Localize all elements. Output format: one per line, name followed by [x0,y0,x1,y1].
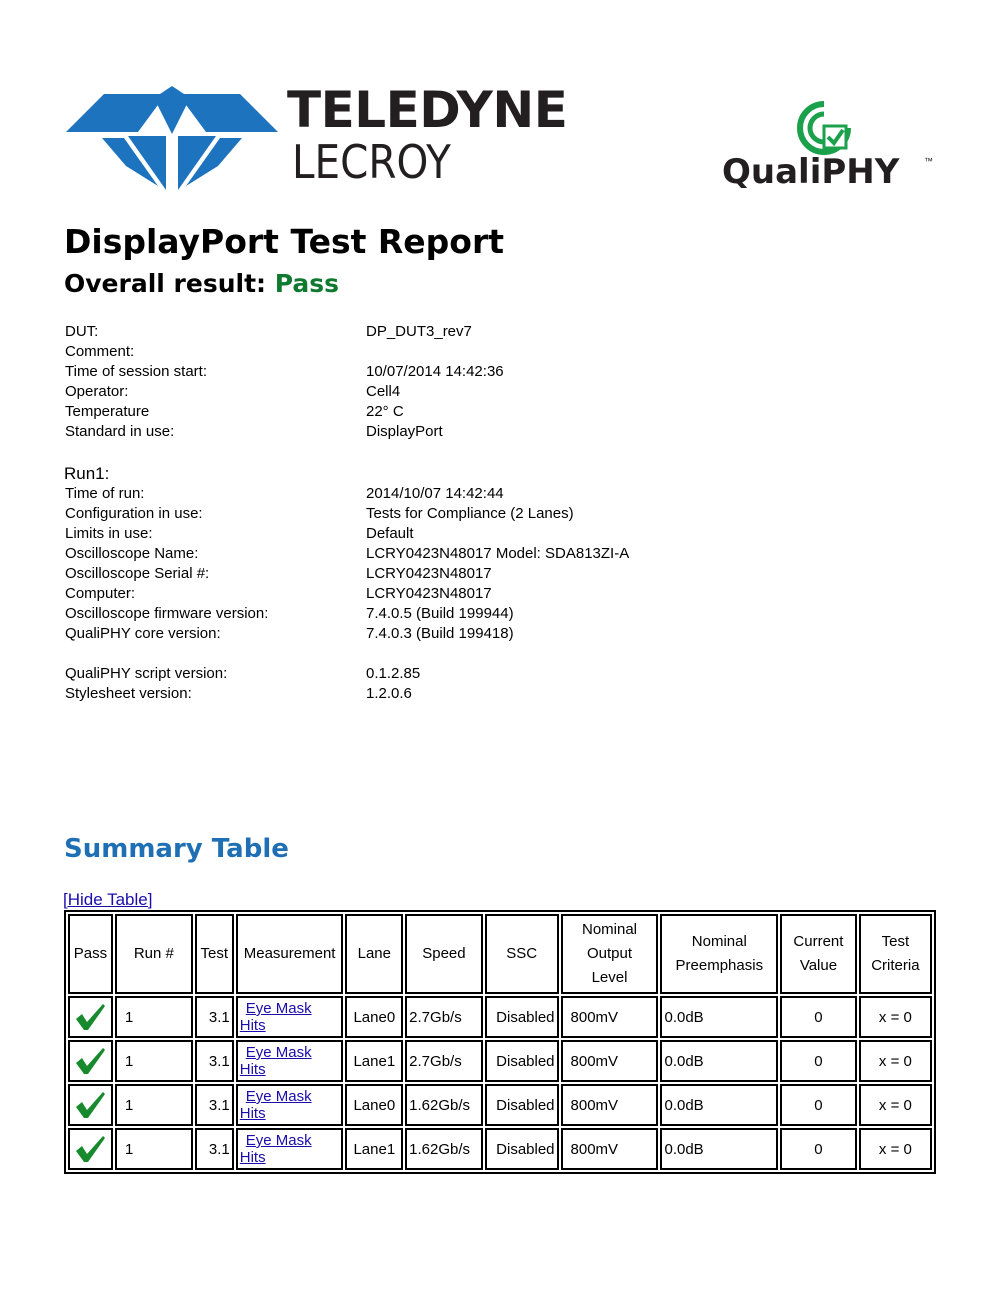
info-value: DisplayPort [366,423,443,440]
pass-cell [68,1084,113,1126]
info-label: Computer: [65,585,136,602]
lane-cell: Lane0 [345,996,403,1038]
summary-table [64,910,936,1174]
measurement-link[interactable] [240,1088,340,1122]
criteria-cell: x = 0 [859,1040,932,1082]
measurement-cell [236,1084,344,1126]
info-value: Tests for Compliance (2 Lanes) [366,505,574,522]
info-row [65,342,504,362]
header-text: Output [586,945,633,962]
info-value: 0.1.2.85 [366,665,421,682]
ssc-cell: Disabled [485,1084,559,1126]
measurement-link-text: Hits [239,1017,266,1034]
measurement-link[interactable] [240,1044,340,1078]
header-text: Value [799,957,838,974]
lane-cell: Lane0 [345,1084,403,1126]
info-label: Standard in use: [65,423,175,440]
info-row [65,524,629,544]
table-row [68,1040,932,1082]
teledyne-wordmark: TELEDYNE [287,81,568,139]
run-title: Run1: [64,464,110,483]
info-row [65,584,629,604]
table-header-row [68,914,932,994]
measurement-link[interactable] [240,1000,340,1034]
run-cell: 1 [115,996,193,1038]
info-label: Temperature [65,403,150,420]
info-value: 7.4.0.3 (Build 199418) [366,625,514,642]
header-preemphasis [660,914,778,994]
overall-result [64,268,339,300]
info-value: 22° C [366,403,404,420]
test-cell: 3.1 [195,996,234,1038]
info-row [65,362,504,382]
info-label: Limits in use: [65,525,153,542]
info-label: Stylesheet version: [65,685,192,702]
checkmark-icon [74,1046,106,1076]
info-value: LCRY0423N48017 Model: SDA813ZI-A [366,545,630,562]
header-text: Test [881,933,910,950]
current-value-cell: 0 [780,1084,857,1126]
info-label: Oscilloscope Serial #: [65,565,210,582]
table-row [68,996,932,1038]
info-value: LCRY0423N48017 [366,565,492,582]
teledyne-logo-mark [66,86,278,190]
speed-cell: 2.7Gb/s [405,1040,483,1082]
speed-cell: 1.62Gb/s [405,1084,483,1126]
info-value: 10/07/2014 14:42:36 [366,363,504,380]
header-text: Criteria [871,957,920,974]
ssc-cell: Disabled [485,1128,559,1170]
criteria-cell: x = 0 [859,996,932,1038]
header-test-criteria [859,914,932,994]
test-cell: 3.1 [195,1040,234,1082]
measurement-link-text: Eye Mask [245,1044,312,1061]
header-text: Current [793,933,844,950]
header-current-value [780,914,857,994]
run-cell: 1 [115,1128,193,1170]
header-speed: Speed [405,914,483,994]
output-level-cell: 800mV [561,1128,659,1170]
measurement-link-text: Hits [239,1105,266,1122]
info-row [65,684,420,704]
info-label: Configuration in use: [65,505,203,522]
speed-cell: 2.7Gb/s [405,996,483,1038]
lane-cell: Lane1 [345,1128,403,1170]
header-pass: Pass [68,914,113,994]
current-value-cell: 0 [780,996,857,1038]
run-cell: 1 [115,1040,193,1082]
info-row [65,484,629,504]
header-lane: Lane [345,914,403,994]
measurement-cell [236,1040,344,1082]
measurement-link-text: Hits [239,1061,266,1078]
info-label: Operator: [65,383,129,400]
info-value: Default [366,525,414,542]
header-measurement: Measurement [236,914,344,994]
header-text: Nominal [581,921,638,938]
measurement-cell [236,996,344,1038]
speed-cell: 1.62Gb/s [405,1128,483,1170]
ssc-cell: Disabled [485,1040,559,1082]
run-cell: 1 [115,1084,193,1126]
current-value-cell: 0 [780,1040,857,1082]
pass-cell [68,996,113,1038]
test-cell: 3.1 [195,1128,234,1170]
header-text: Level [591,969,628,986]
preemphasis-cell: 0.0dB [660,1084,778,1126]
qualiphy-wordmark: QualiPHY [722,152,900,192]
version-info [65,664,420,704]
measurement-link-text: Eye Mask [245,1000,312,1017]
measurement-link-text: Hits [239,1149,266,1166]
current-value-cell: 0 [780,1128,857,1170]
info-label: QualiPHY script version: [65,665,228,682]
summary-title: Summary Table [64,834,289,864]
table-row [68,1084,932,1126]
info-value: 2014/10/07 14:42:44 [366,485,504,502]
info-row [65,504,629,524]
info-label: QualiPHY core version: [65,625,221,642]
output-level-cell: 800mV [561,996,659,1038]
header-ssc: SSC [485,914,559,994]
info-label: Time of session start: [65,363,207,380]
header-text: Preemphasis [675,957,764,974]
info-row [65,564,629,584]
info-label: Time of run: [65,485,145,502]
info-label: DUT: [65,323,99,340]
overall-result-value: Pass [274,269,340,298]
info-label: Comment: [65,343,135,360]
output-level-cell: 800mV [561,1040,659,1082]
info-value: DP_DUT3_rev7 [366,323,472,340]
info-row [65,382,504,402]
qualiphy-check-icon [796,100,852,156]
measurement-link-text: Eye Mask [245,1088,312,1105]
info-label: Oscilloscope firmware version: [65,605,269,622]
header-output-level [561,914,659,994]
header-run: Run # [115,914,193,994]
report-title: DisplayPort Test Report [64,222,504,261]
overall-result-label: Overall result: [64,269,275,298]
pass-cell [68,1128,113,1170]
info-row [65,624,629,644]
preemphasis-cell: 0.0dB [660,1040,778,1082]
header-text: Nominal [691,933,747,950]
run-info [65,484,629,644]
output-level-cell: 800mV [561,1084,659,1126]
criteria-cell: x = 0 [859,1128,932,1170]
preemphasis-cell: 0.0dB [660,1128,778,1170]
pass-cell [68,1040,113,1082]
test-cell: 3.1 [195,1084,234,1126]
header-test: Test [195,914,234,994]
info-row [65,322,504,342]
info-label: Oscilloscope Name: [65,545,199,562]
measurement-link[interactable] [240,1132,340,1166]
info-row [65,422,504,442]
checkmark-icon [74,1134,106,1164]
ssc-cell: Disabled [485,996,559,1038]
preemphasis-cell: 0.0dB [660,996,778,1038]
session-info [65,322,504,442]
info-value: Cell4 [366,383,401,400]
trademark-symbol: ™ [924,156,933,166]
measurement-cell [236,1128,344,1170]
info-value: LCRY0423N48017 [366,585,492,602]
checkmark-icon [74,1090,106,1120]
info-row [65,402,504,422]
info-value: 7.4.0.5 (Build 199944) [366,605,514,622]
info-row [65,664,420,684]
table-row [68,1128,932,1170]
hide-table-link[interactable]: [Hide Table] [63,890,153,909]
info-row [65,604,629,624]
checkmark-icon [74,1002,106,1032]
info-value: 1.2.0.6 [366,685,412,702]
info-row [65,544,629,564]
criteria-cell: x = 0 [859,1084,932,1126]
lane-cell: Lane1 [345,1040,403,1082]
measurement-link-text: Eye Mask [245,1132,312,1149]
lecroy-wordmark: LECROY [292,135,451,189]
